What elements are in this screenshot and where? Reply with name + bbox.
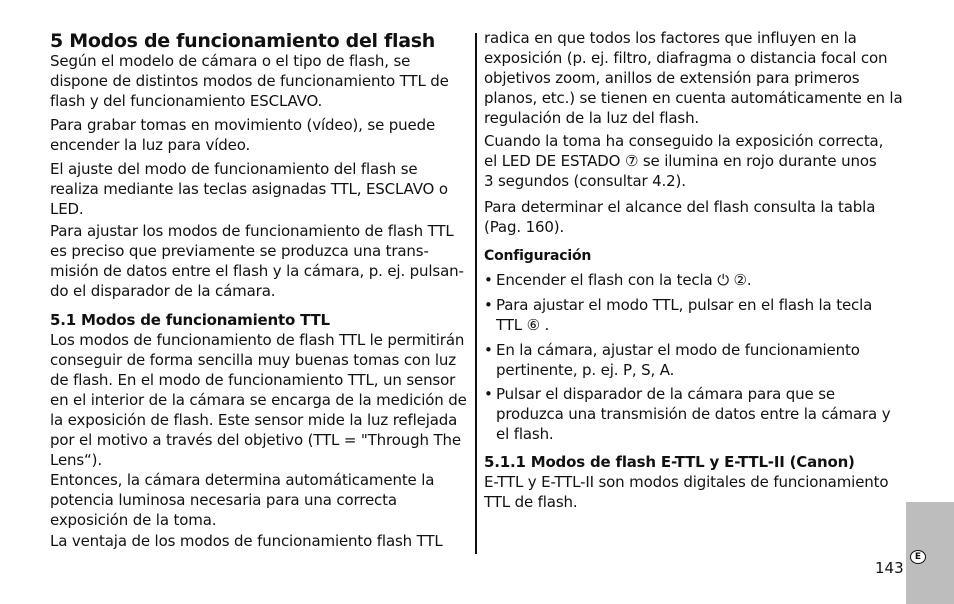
bullet-icon: • [484,271,493,289]
list-item-text: En la cámara, ajustar el modo de funcionamiento pertinente, p. ej. P, S, A. [496,341,860,379]
ttl-description-paragraph: Los modos de funcionamiento de flash TTL le permitirán conseguir de forma sencilla muy buenas tomas con luz de flash. En el modo de funcionamiento TTL, un sensor en el interior de la cámara se encarga de la medición de la exposición de flash. Este sensor mide la luz reflejada por el motivo a través del objetivo (TTL = "Through The Lens“). Entonces, la cámara determina automáticamente la potencia luminosa necesaria para una correcta exposición de la toma. [50,331,467,529]
status-led-paragraph: Cuando la toma ha conseguido la exposición correcta, el LED DE ESTADO ⑦ se ilumina en rojo durante unos 3 segundos (consultar 4.2). [484,132,884,190]
bullet-icon: • [484,296,493,314]
subsection-heading-ettl: 5.1.1 Modos de flash E-TTL y E-TTL-II (Canon) [484,453,855,471]
list-item-text: Para ajustar el modo TTL, pulsar en el flash la tecla TTL ⑥ . [496,296,873,334]
bullet-icon: • [484,341,493,359]
language-badge: E [910,550,926,564]
intro-paragraph: Según el modelo de cámara o el tipo de flash, se dispone de distintos modos de funcionamiento TTL de flash y del funcionamiento ESCLAVO. [50,52,449,110]
flash-range-paragraph: Para determinar el alcance del flash consulta la tabla (Pag. 160). [484,198,876,236]
section-heading-ttl: 5.1 Modos de funcionamiento TTL [50,311,330,329]
column-divider [475,33,477,554]
chapter-title: 5 Modos de funcionamiento del flash [50,30,435,52]
mode-keys-paragraph: El ajuste del modo de funcionamiento del flash se realiza mediante las teclas asignadas TTL, ESCLAVO o LED. [50,160,448,218]
config-heading: Configuración [484,248,592,264]
ttl-factors-paragraph: radica en que todos los factores que influyen en la exposición (p. ej. filtro, diafragma o distancia focal con objetivos zoom, anillos de extensión para primeros planos, etc.) se tienen en cuenta automáticamente en la regulación de la luz del flash. [484,29,903,127]
list-item-text: Encender el flash con la tecla ⏻ ②. [496,271,752,289]
ttl-advantage-paragraph: La ventaja de los modos de funcionamiento flash TTL [50,532,443,550]
page-number: 143 [875,559,904,577]
ettl-paragraph: E-TTL y E-TTL-II son modos digitales de funcionamiento TTL de flash. [484,473,889,511]
data-transmission-paragraph: Para ajustar los modos de funcionamiento de flash TTL es preciso que previamente se produzca una trans- misión de datos entre el flash y la cámara, p. ej. pulsan- do el disparador de la cámara. [50,222,464,300]
list-item-text: Pulsar el disparador de la cámara para que se produzca una transmisión de datos entre la cámara y el flash. [496,385,891,443]
video-light-paragraph: Para grabar tomas en movimiento (vídeo), se puede encender la luz para vídeo. [50,116,436,154]
bullet-icon: • [484,385,493,403]
